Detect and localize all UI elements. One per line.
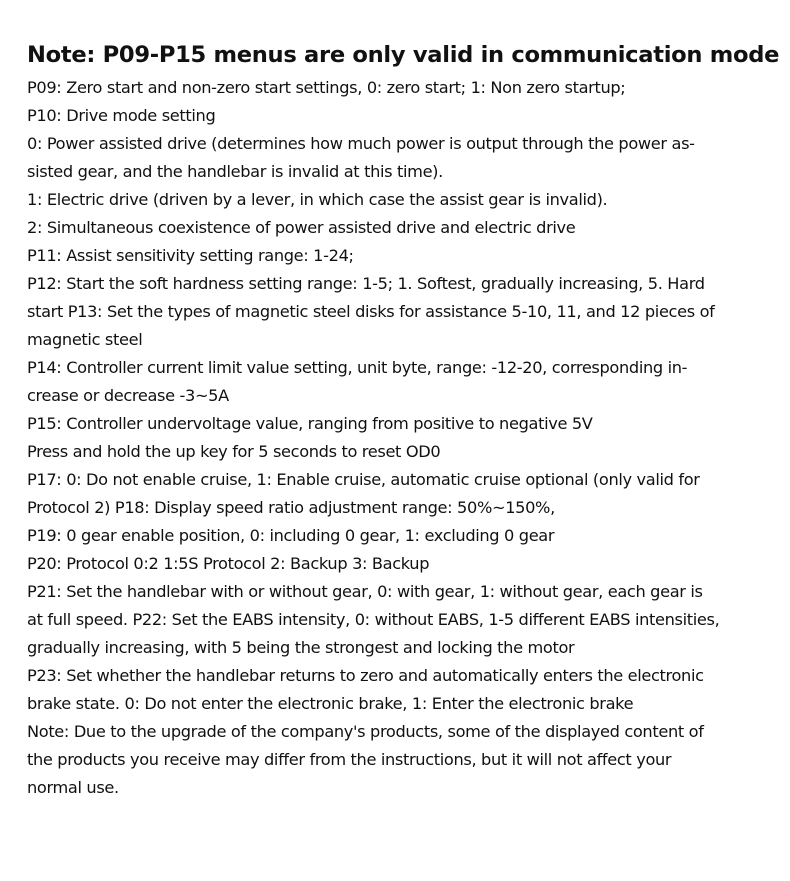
text-line: gradually increasing, with 5 being the strongest and locking the motor	[27, 638, 575, 657]
text-line: P23: Set whether the handlebar returns to zero and automatically enters the electronic	[27, 666, 704, 685]
text-line: Note: Due to the upgrade of the company's products, some of the displayed content of	[27, 722, 704, 741]
text-line: normal use.	[27, 778, 119, 797]
text-line: start P13: Set the types of magnetic steel disks for assistance 5-10, 11, and 12 pieces of	[27, 302, 715, 321]
text-line: 2: Simultaneous coexistence of power assisted drive and electric drive	[27, 218, 576, 237]
text-line: sisted gear, and the handlebar is invalid at this time).	[27, 162, 443, 181]
text-line: P19: 0 gear enable position, 0: including 0 gear, 1: excluding 0 gear	[27, 526, 555, 545]
text-line: crease or decrease -3~5A	[27, 386, 229, 405]
text-line: P09: Zero start and non-zero start settings, 0: zero start; 1: Non zero startup;	[27, 78, 626, 97]
text-line: Press and hold the up key for 5 seconds to reset OD0	[27, 442, 441, 461]
text-line: P20: Protocol 0:2 1:5S Protocol 2: Backup 3: Backup	[27, 554, 430, 573]
text-line: 0: Power assisted drive (determines how much power is output through the power as-	[27, 134, 695, 153]
text-line: 1: Electric drive (driven by a lever, in which case the assist gear is invalid).	[27, 190, 608, 209]
text-line: P17: 0: Do not enable cruise, 1: Enable cruise, automatic cruise optional (only valid for	[27, 470, 700, 489]
text-line: brake state. 0: Do not enter the electronic brake, 1: Enter the electronic brake	[27, 694, 634, 713]
page-title: Note: P09-P15 menus are only valid in communication mode	[27, 42, 780, 68]
text-line: Protocol 2) P18: Display speed ratio adjustment range: 50%~150%,	[27, 498, 555, 517]
text-line: P14: Controller current limit value setting, unit byte, range: -12-20, corresponding in-	[27, 358, 688, 377]
document	[27, 38, 780, 802]
text-line: P12: Start the soft hardness setting range: 1-5; 1. Softest, gradually increasing, 5. Hard	[27, 274, 705, 293]
text-line: at full speed. P22: Set the EABS intensity, 0: without EABS, 1-5 different EABS intensities,	[27, 610, 720, 629]
text-line: P11: Assist sensitivity setting range: 1-24;	[27, 246, 354, 265]
text-line: magnetic steel	[27, 330, 143, 349]
text-line: P10: Drive mode setting	[27, 106, 216, 125]
text-line: P21: Set the handlebar with or without gear, 0: with gear, 1: without gear, each gear is	[27, 582, 703, 601]
text-line: P15: Controller undervoltage value, ranging from positive to negative 5V	[27, 414, 593, 433]
text-line: the products you receive may differ from the instructions, but it will not affect your	[27, 750, 672, 769]
